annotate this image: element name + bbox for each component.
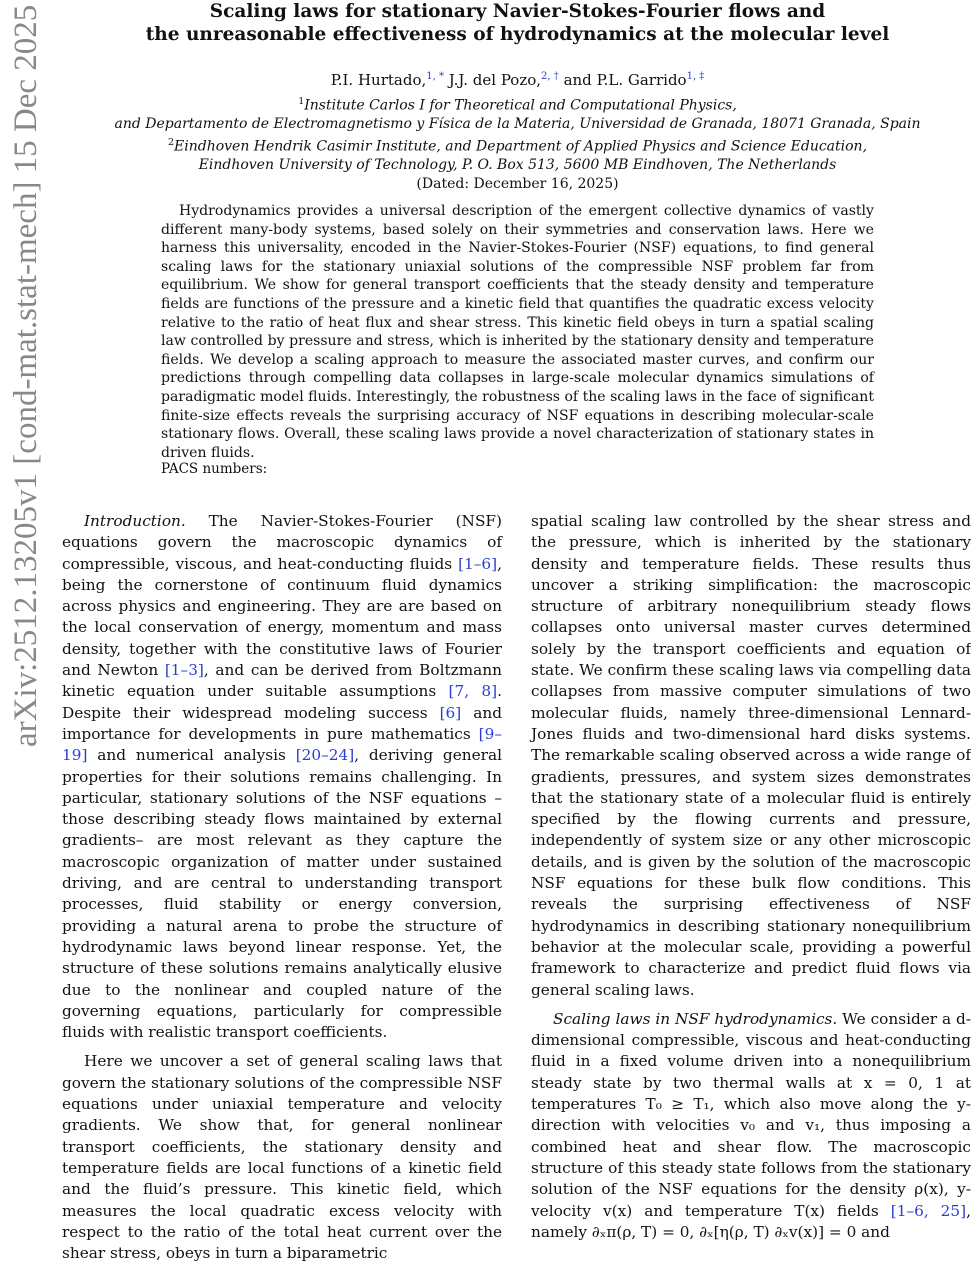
- affiliation-1-mark: 1: [298, 96, 305, 107]
- title-line-1: Scaling laws for stationary Navier-Stokes-Fourier flows and: [209, 1, 826, 22]
- scaling-text-a: We consider a d-dimensional compressible, viscous and heat-conducting fluid in a fixed volume driven into a nonequilibrium steady state by two thermal walls at x = 0, 1 at temperatures T₀ ≥ T₁, which also move along the y-direction with velocities v₀ and v₁, thus imposing a combined heat and shear flow. The macroscopic structure of this steady state follows from the stationary solution of the NSF equations for the density ρ(x), y-velocity v(x) and temperature T(x) fields: [531, 1009, 971, 1220]
- dated-line: (Dated: December 16, 2025): [416, 175, 619, 192]
- affiliation-1-line-2: and Departamento de Electromagnetismo y Física de la Materia, Universidad de Granada, 18071 Granada, Spain: [114, 116, 921, 133]
- affiliation-2-text: Eindhoven Hendrik Casimir Institute, and Department of Applied Physics and Science Education,: [174, 138, 868, 155]
- intro-text-f: and numerical analysis: [87, 746, 296, 765]
- author-garrido: P.L. Garrido: [596, 71, 687, 89]
- author-garrido-affil-mark[interactable]: 1, ‡: [686, 71, 705, 82]
- affiliation-1-text: Institute Carlos I for Theoretical and Computational Physics,: [304, 97, 737, 114]
- affiliation-2-line-1: [90, 134, 945, 156]
- scaling-laws-paragraph: [531, 1009, 971, 1243]
- intro-text-g: , deriving general properties for their solutions remains challenging. In particular, stationary solutions of the NSF equations –those describing steady flows maintained by external gradients– are most relevant as they capture the macroscopic organization of matter under sustained driving, and are central to understanding transport processes, fluid stability or energy conversion, providing a natural arena to probe the structure of hydrodynamic laws beyond linear response. Yet, the structure of these solutions remains analytically elusive due to the nonlinear and coupled nature of the governing equations, particularly for compressible fluids with realistic transport coefficients.: [62, 746, 502, 1042]
- author-and: and: [563, 71, 592, 89]
- author-del-pozo: J.J. del Pozo,: [448, 71, 542, 89]
- citation-1-6-25[interactable]: [1–6, 25]: [890, 1201, 967, 1220]
- abstract: Hydrodynamics provides a universal description of the emergent collective dynamics of vastly different many-body systems, based solely on their symmetries and conservation laws. Here we harness this universality, encoded in the Navier-Stokes-Fourier (NSF) equations, to find general scaling laws for the stationary uniaxial solutions of the compressible NSF problem far from equilibrium. We show for general transport coefficients that the steady density and temperature fields are functions of the pressure and a kinetic field that quantifies the quadratic excess velocity relative to the ratio of heat flux and shear stress. This kinetic field obeys in turn a spatial scaling law controlled by pressure and stress, which is inherited by the stationary density and temperature fields. We develop a scaling approach to measure the associated master curves, and confirm our predictions through compelling data collapses in large-scale molecular dynamics simulations of paradigmatic model fluids. Interestingly, the robustness of the scaling laws in the face of significant finite-size effects reveals the surprising accuracy of NSF equations in describing molecular-scale stationary flows. Overall, these scaling laws provide a novel characterization of stationary states in driven fluids.: [161, 203, 874, 461]
- arxiv-sidebar-stamp: arXiv:2512.13205v1 [cond-mat.stat-mech] 15 Dec 2025: [8, 4, 44, 747]
- introduction-heading: Introduction.: [84, 512, 186, 530]
- affiliation-2-mark: 2: [167, 136, 175, 148]
- intro-text-a: The Navier-Stokes-Fourier (NSF) equations govern the macroscopic dynamics of compressible, viscous, and heat-conducting fluids: [62, 512, 502, 573]
- affiliation-1-line-1: [90, 93, 945, 115]
- author-hurtado-affil-mark[interactable]: 1, *: [426, 71, 444, 82]
- intro-text-b: , being the cornerstone of continuum fluid dynamics across physics and engineering. They are are based on the local conservation of energy, momentum and mass density, together with the constitutive laws of Fourier and Newton: [62, 554, 502, 680]
- left-column: [62, 511, 502, 1264]
- paper-title: [90, 0, 945, 46]
- citation-6[interactable]: [6]: [439, 703, 462, 722]
- intro-text-c: , and can be derived from Boltzmann kinetic equation under suitable assumptions: [62, 661, 502, 701]
- right-column: [531, 511, 971, 1243]
- citation-1-3[interactable]: [1–3]: [164, 661, 204, 680]
- title-line-2: the unreasonable effectiveness of hydrodynamics at the molecular level: [145, 24, 890, 45]
- affiliations: [90, 93, 945, 193]
- author-hurtado: P.I. Hurtado,: [330, 71, 427, 89]
- intro-text-e: and importance for developments in pure mathematics: [62, 703, 502, 743]
- citation-1-6[interactable]: [1–6]: [458, 554, 498, 573]
- affiliation-2-line-2: Eindhoven University of Technology, P. O. Box 513, 5600 MB Eindhoven, The Netherlands: [198, 157, 837, 174]
- citation-7-8[interactable]: [7, 8]: [448, 682, 498, 701]
- citation-20-24[interactable]: [20–24]: [295, 746, 355, 765]
- scaling-text-b: , namely ∂ₓπ(ρ, T) = 0, ∂ₓ[η(ρ, T) ∂ₓv(x)] = 0 and: [531, 1201, 971, 1241]
- scaling-laws-heading: Scaling laws in NSF hydrodynamics.: [553, 1009, 838, 1028]
- citation-9-19[interactable]: [9–19]: [62, 724, 502, 765]
- pacs-numbers: PACS numbers:: [161, 461, 268, 477]
- results-overview-paragraph: Here we uncover a set of general scaling laws that govern the stationary solutions of the compressible NSF equations under uniaxial temperature and velocity gradients. We show that, for general nonlinear transport coefficients, the stationary density and temperature fields are local functions of a kinetic field and the fluid’s pressure. This kinetic field, which measures the local quadratic excess velocity with respect to the ratio of the total heat current over the shear stress, obeys in turn a biparametric: [62, 1052, 502, 1263]
- introduction-paragraph: [62, 511, 502, 1043]
- results-continuation-paragraph: spatial scaling law controlled by the shear stress and the pressure, which is inherited by the stationary density and temperature fields. These results thus uncover a striking simplification: the macroscopic structure of arbitrary nonequilibrium steady flows collapses onto universal master curves determined solely by the transport coefficients and equation of state. We confirm these scaling laws via compelling data collapses from massive computer simulations of two molecular fluids, namely three-dimensional Lennard-Jones fluids and two-dimensional hard disks systems. The remarkable scaling observed across a wide range of gradients, pressures, and system sizes demonstrates that the stationary state of a molecular fluid is entirely specified by the flowing currents and pressure, independently of system size or any other microscopic details, and is given by the solution of the macroscopic NSF equations for these bulk flow conditions. This reveals the surprising effectiveness of NSF hydrodynamics in describing stationary nonequilibrium behavior at the molecular scale, providing a powerful framework to characterize and predict fluid flows via general scaling laws.: [531, 512, 971, 999]
- author-del-pozo-affil-mark[interactable]: 2, †: [541, 71, 559, 82]
- intro-text-d: . Despite their widespread modeling success: [62, 682, 502, 722]
- author-list: [90, 67, 945, 90]
